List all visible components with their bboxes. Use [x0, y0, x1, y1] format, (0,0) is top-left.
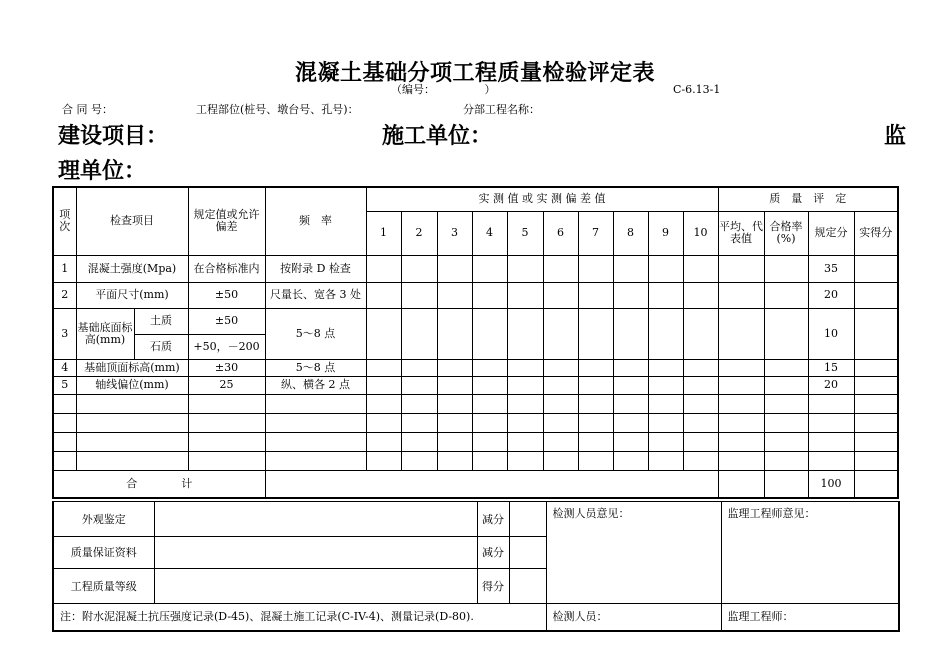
table-row [53, 359, 898, 376]
header-frequency: 频 率 [265, 187, 366, 255]
measure-col-1: 1 [366, 211, 401, 255]
assessment-table [52, 501, 900, 632]
row-no: 2 [53, 282, 76, 308]
grade-value[interactable] [154, 569, 477, 604]
header-standard-score: 规定分 [808, 211, 854, 255]
measure-col-6: 6 [543, 211, 578, 255]
row-spec: 在合格标准内 [188, 255, 265, 282]
appearance-value[interactable] [154, 502, 477, 537]
measure-col-3: 3 [437, 211, 472, 255]
appearance-label: 外观鉴定 [53, 502, 154, 537]
contract-no-label: 合 同 号： [62, 103, 113, 116]
row-no: 1 [53, 255, 76, 282]
header-item: 检查项目 [76, 187, 188, 255]
measure-col-9: 9 [648, 211, 683, 255]
table-row-empty [53, 432, 898, 451]
header-actual-score: 实得分 [854, 211, 898, 255]
measure-col-7: 7 [578, 211, 613, 255]
measure-col-10: 10 [683, 211, 718, 255]
table-row [53, 308, 898, 334]
inspector-opinion[interactable]: 检测人员意见： [546, 502, 721, 604]
footnote: 注：附水泥混凝土抗压强度记录(D-45)、混凝土施工记录(C-IV-4)、测量记录(D-80). [53, 604, 546, 631]
row-subitem-rock: 石质 [134, 334, 188, 359]
quality-docs-deduct-value[interactable] [509, 537, 546, 569]
measure-col-4: 4 [472, 211, 507, 255]
sub-project-label: 分部工程名称： [463, 103, 540, 116]
table-row-empty [53, 413, 898, 432]
quality-docs-deduct-label: 减分 [477, 537, 509, 569]
row-no: 5 [53, 376, 76, 394]
row-spec: ±30 [188, 359, 265, 376]
row-frequency: 按附录 D 检查 [265, 255, 366, 282]
row-no: 3 [53, 308, 76, 359]
row-item: 轴线偏位(mm) [76, 376, 188, 394]
table-row-empty [53, 394, 898, 413]
row-frequency: 尺量长、宽各 3 处 [265, 282, 366, 308]
engineer-opinion[interactable]: 监理工程师意见： [721, 502, 899, 604]
row-spec: 25 [188, 376, 265, 394]
total-row [53, 470, 898, 498]
row-spec-soil: ±50 [188, 308, 265, 334]
grade-label: 工程质量等级 [53, 569, 154, 604]
inspection-table [52, 186, 899, 499]
header-item-no: 项次 [53, 187, 76, 255]
quality-docs-value[interactable] [154, 537, 477, 569]
row-item: 基础顶面标高(mm) [76, 359, 188, 376]
construction-project-label: 建设项目： [58, 123, 169, 149]
appearance-deduct-value[interactable] [509, 502, 546, 537]
row-frequency: 纵、横各 2 点 [265, 376, 366, 394]
grade-score-label: 得分 [477, 569, 509, 604]
header-quality-group: 质 量 评 定 [718, 187, 898, 211]
row-spec: ±50 [188, 282, 265, 308]
appearance-deduct-label: 减分 [477, 502, 509, 537]
table-row [53, 255, 898, 282]
row-score: 35 [808, 255, 854, 282]
table-row-empty [53, 451, 898, 470]
contractor-label: 施工单位： [382, 123, 493, 149]
row-frequency: 5～8 点 [265, 359, 366, 376]
quality-docs-label: 质量保证资料 [53, 537, 154, 569]
form-code: C-6.13-1 [673, 83, 721, 96]
measure-col-8: 8 [613, 211, 648, 255]
page-title: 混凝土基础分项工程质量检验评定表 [294, 60, 655, 86]
row-item: 平面尺寸(mm) [76, 282, 188, 308]
row-score: 20 [808, 282, 854, 308]
row-score: 15 [808, 359, 854, 376]
header-avg: 平均、代表值 [718, 211, 764, 255]
row-item: 混凝土强度(Mpa) [76, 255, 188, 282]
row-item: 基础底面标高(mm) [76, 308, 134, 359]
measure-col-5: 5 [507, 211, 543, 255]
location-label: 工程部位(桩号、墩台号、孔号)： [196, 103, 359, 116]
row-score: 10 [808, 308, 854, 359]
inspector-signature[interactable]: 检测人员： [546, 604, 721, 631]
measure-col-2: 2 [401, 211, 437, 255]
header-pass-rate: 合格率(%) [764, 211, 808, 255]
header-spec: 规定值或允许偏差 [188, 187, 265, 255]
engineer-signature[interactable]: 监理工程师： [721, 604, 899, 631]
total-label: 合 计 [53, 470, 265, 498]
total-score: 100 [808, 470, 854, 498]
table-row [53, 376, 898, 394]
grade-score-value[interactable] [509, 569, 546, 604]
serial-number: （编号： ） [391, 83, 496, 96]
supervisor-label-part2: 理单位： [58, 158, 147, 184]
row-subitem-soil: 土质 [134, 308, 188, 334]
header-measured-group: 实 测 值 或 实 测 偏 差 值 [366, 187, 718, 211]
supervisor-label-part1: 监 [884, 123, 907, 149]
table-row [53, 282, 898, 308]
row-no: 4 [53, 359, 76, 376]
row-score: 20 [808, 376, 854, 394]
row-frequency: 5～8 点 [265, 308, 366, 359]
row-spec-rock: +50，－200 [188, 334, 265, 359]
